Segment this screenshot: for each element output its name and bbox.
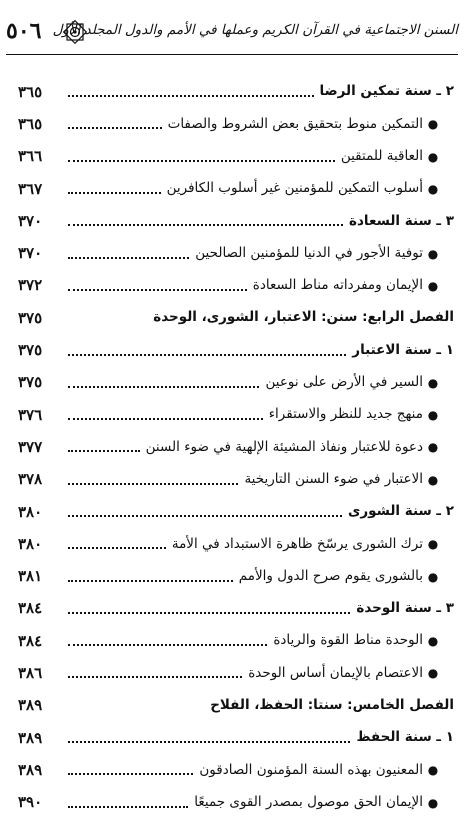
- toc-entry-title: الإيمان ومفرداته مناط السعادة: [252, 277, 423, 294]
- toc-entry: [18, 657, 454, 689]
- dot-leader: [68, 95, 314, 97]
- toc-page-number: ٣٨٤: [18, 631, 43, 650]
- toc-section: [18, 205, 454, 237]
- toc-entry: [18, 141, 454, 173]
- dot-leader: [68, 354, 346, 356]
- dot-leader: [68, 773, 193, 775]
- toc-entry-title: المعنيون بهذه السنة المؤمنون الصادقون: [199, 761, 423, 778]
- bullet-icon: ●: [427, 182, 439, 197]
- toc-page-number: ٣٦٧: [18, 179, 43, 198]
- toc-page-number: ٣٧٨: [18, 470, 43, 489]
- toc-page-number: ٣٨١: [18, 567, 43, 586]
- toc-entry-title: ١ ـ سنة الاعتبار: [352, 341, 454, 358]
- dot-leader: [68, 160, 335, 162]
- toc-entry-title: العاقبة للمتقين: [340, 147, 423, 164]
- toc-chapter: [18, 302, 454, 334]
- toc-entry: [18, 754, 454, 786]
- dot-leader: [68, 386, 259, 388]
- dot-leader: [68, 580, 233, 582]
- bullet-icon: ●: [427, 795, 439, 810]
- toc-page-number: ٣٨٦: [18, 663, 43, 682]
- toc-entry-title: توفية الأجور في الدنيا للمؤمنين الصالحين: [195, 244, 423, 261]
- toc-entry-title: بالشورى يقوم صرح الدول والأمم: [238, 567, 423, 584]
- toc-entry-title: منهج جديد للنظر والاستقراء: [268, 406, 423, 423]
- toc-entry: [18, 464, 454, 496]
- bullet-icon: ●: [427, 666, 439, 681]
- dot-leader: [68, 483, 238, 485]
- toc-page-number: ٣٧٠: [18, 211, 43, 230]
- toc-page-number: ٣٨٩: [18, 760, 43, 779]
- toc-entry: [18, 108, 454, 140]
- bullet-icon: ●: [427, 117, 439, 132]
- toc-page-number: ٣٧٠: [18, 244, 43, 263]
- toc-page-number: ٣٧٦: [18, 405, 43, 424]
- toc-page-number: ٣٨٠: [18, 502, 43, 521]
- dot-leader: [68, 224, 343, 226]
- toc-page-number: ٣٦٦: [18, 147, 43, 166]
- toc-page-number: ٣٨٩: [18, 696, 43, 715]
- toc-entry-title: ٢ ـ سنة الشورى: [348, 503, 454, 520]
- toc-entry-title: ٣ ـ سنة الوحدة: [356, 600, 454, 617]
- toc-page-number: ٣٧٥: [18, 373, 43, 392]
- toc-entry: [18, 431, 454, 463]
- header-rule: [6, 54, 458, 55]
- bullet-icon: ●: [427, 472, 439, 487]
- dot-leader: [68, 450, 140, 452]
- toc-entry-title: ترك الشورى يرسّخ ظاهرة الاستبداد في الأمة: [171, 535, 423, 552]
- toc-page-number: ٣٧٥: [18, 308, 43, 327]
- bullet-icon: ●: [427, 149, 439, 164]
- toc-entry: [18, 560, 454, 592]
- dot-leader: [68, 741, 350, 743]
- toc-entry-title: دعوة للاعتبار ونفاذ المشيئة الإلهية في ضوء السنن: [145, 438, 423, 455]
- toc-page-number: ٣٧٥: [18, 341, 43, 360]
- toc-section: [18, 334, 454, 366]
- toc-page-number: ٣٨٠: [18, 534, 43, 553]
- toc-entry-title: ٣ ـ سنة السعادة: [349, 212, 454, 229]
- toc-entry: [18, 270, 454, 302]
- toc-page-number: ٣٧٧: [18, 437, 43, 456]
- dot-leader: [68, 127, 162, 129]
- dot-leader: [68, 644, 267, 646]
- dot-leader: [68, 612, 350, 614]
- dot-leader: [68, 806, 188, 808]
- toc-page-number: ٣٨٤: [18, 599, 43, 618]
- toc-entry-title: ١ ـ سنة الحفظ: [356, 729, 454, 746]
- bullet-icon: ●: [427, 634, 439, 649]
- dot-leader: [68, 289, 247, 291]
- toc-entry: [18, 173, 454, 205]
- dot-leader: [68, 515, 342, 517]
- bullet-icon: ●: [427, 763, 439, 778]
- toc-entry: [18, 528, 454, 560]
- bullet-icon: ●: [427, 375, 439, 390]
- toc-entry: [18, 787, 454, 819]
- bullet-icon: ●: [427, 408, 439, 423]
- dot-leader: [68, 257, 189, 259]
- toc-entry: [18, 625, 454, 657]
- dot-leader: [68, 676, 242, 678]
- dot-leader: [68, 547, 166, 549]
- toc-chapter: [18, 690, 454, 722]
- toc-entry-title: الفصل الرابع: سنن: الاعتبار، الشورى، الوحدة: [153, 309, 454, 326]
- toc-section: [18, 76, 454, 108]
- dot-leader: [68, 418, 263, 420]
- bullet-icon: ●: [427, 440, 439, 455]
- dot-leader: [68, 192, 161, 194]
- toc-section: [18, 722, 454, 754]
- toc-entry: [18, 367, 454, 399]
- running-header: [6, 14, 458, 60]
- toc-page-number: ٣٦٥: [18, 114, 43, 133]
- toc-page-number: ٣٩٠: [18, 793, 43, 812]
- toc-section: [18, 593, 454, 625]
- bullet-icon: ●: [427, 246, 439, 261]
- running-title: السنن الاجتماعية في القرآن الكريم وعملها في الأمم والدول المجلد الأول: [52, 22, 458, 38]
- toc-entry-title: التمكين منوط بتحقيق بعض الشروط والصفات: [167, 115, 423, 132]
- toc-page-number: ٣٧٢: [18, 276, 43, 295]
- page-number: ٥٠٦: [6, 18, 42, 44]
- toc-entry: [18, 399, 454, 431]
- toc-entry-title: السير في الأرض على نوعين: [265, 374, 423, 391]
- toc-entry-title: الفصل الخامس: سنتا: الحفظ، الفلاح: [210, 697, 454, 714]
- bullet-icon: ●: [427, 278, 439, 293]
- toc-page-number: ٣٨٩: [18, 728, 43, 747]
- toc-entry-title: الاعتبار في ضوء السنن التاريخية: [244, 470, 423, 487]
- toc-page-number: ٣٦٥: [18, 82, 43, 101]
- toc-entry-title: الاعتصام بالإيمان أساس الوحدة: [248, 664, 423, 681]
- toc-entry-title: الوحدة مناط القوة والريادة: [273, 632, 423, 649]
- toc-entry: [18, 237, 454, 269]
- toc-entry-title: أسلوب التمكين للمؤمنين غير أسلوب الكافرين: [166, 180, 423, 197]
- bullet-icon: ●: [427, 537, 439, 552]
- bullet-icon: ●: [427, 569, 439, 584]
- toc-section: [18, 496, 454, 528]
- toc-entry-title: الإيمان الحق موصول بمصدر القوى جميعًا: [194, 793, 423, 810]
- table-of-contents: [18, 76, 454, 819]
- toc-entry-title: ٢ ـ سنة تمكين الرضا: [319, 83, 454, 100]
